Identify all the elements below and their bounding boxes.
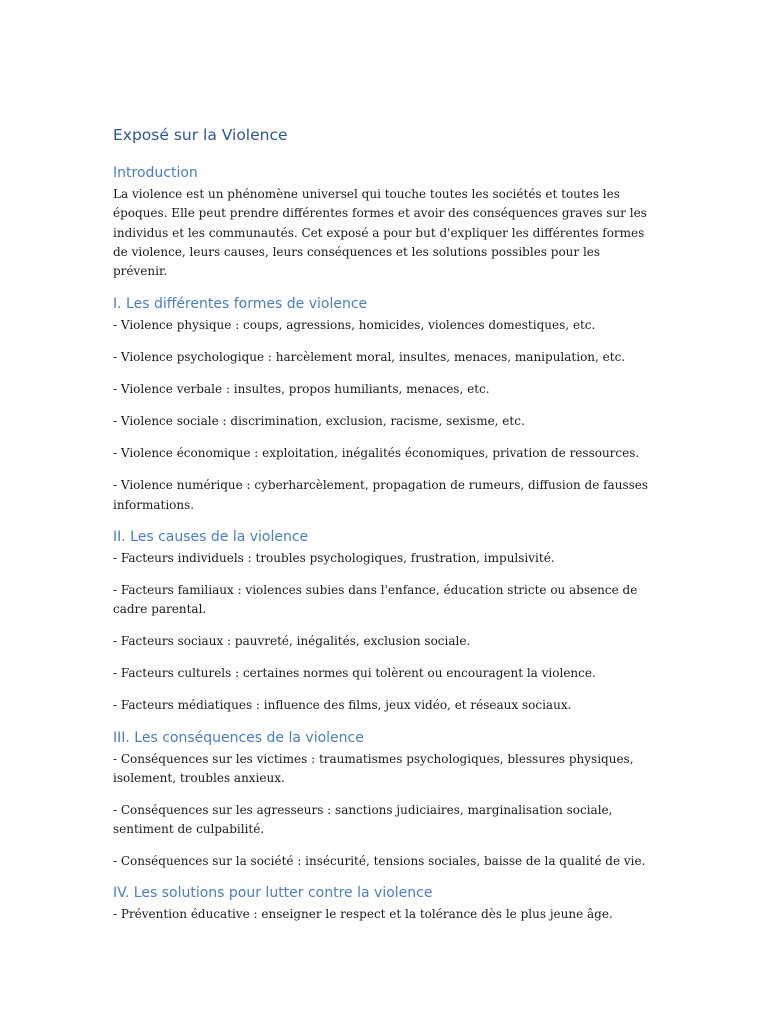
introduction-heading: Introduction xyxy=(113,165,198,181)
section-heading: III. Les conséquences de la violence xyxy=(113,729,364,746)
list-item: - Conséquences sur les agresseurs : sanctions judiciaires, marginalisation sociale, sentiment de culpabilité. xyxy=(113,802,613,837)
section-solutions xyxy=(113,883,658,924)
list-item: - Facteurs individuels : troubles psychologiques, frustration, impulsivité. xyxy=(113,551,555,565)
list-item: - Facteurs médiatiques : influence des films, jeux vidéo, et réseaux sociaux. xyxy=(113,698,572,713)
list-item: - Facteurs familiaux : violences subies dans l'enfance, éducation stricte ou absence de cadre parental. xyxy=(113,582,638,617)
list-item: - Facteurs sociaux : pauvreté, inégalités, exclusion sociale. xyxy=(113,634,471,649)
document-page xyxy=(113,124,658,937)
list-item: - Violence psychologique : harcèlement moral, insultes, menaces, manipulation, etc. xyxy=(113,350,626,365)
list-item: - Violence numérique : cyberharcèlement, propagation de rumeurs, diffusion de fausses informations. xyxy=(113,478,649,512)
list-item: - Conséquences sur les victimes : traumatismes psychologiques, blessures physiques, isolement, troubles anxieux. xyxy=(113,751,634,785)
list-item: - Facteurs culturels : certaines normes qui tolèrent ou encouragent la violence. xyxy=(113,666,596,681)
list-item: - Violence physique : coups, agressions, homicides, violences domestiques, etc. xyxy=(113,318,596,333)
section-forms xyxy=(113,294,658,515)
list-item: - Violence sociale : discrimination, exclusion, racisme, sexisme, etc. xyxy=(113,414,525,429)
document-title: Exposé sur la Violence xyxy=(113,126,288,144)
list-item: - Violence verbale : insultes, propos humiliants, menaces, etc. xyxy=(113,382,490,397)
section-consequences xyxy=(113,728,658,872)
section-heading: IV. Les solutions pour lutter contre la violence xyxy=(113,885,433,902)
list-item: - Conséquences sur la société : insécurité, tensions sociales, baisse de la qualité de vie. xyxy=(113,854,646,869)
section-heading: II. Les causes de la violence xyxy=(113,529,309,545)
introduction-paragraph: La violence est un phénomène universel qui touche toutes les sociétés et toutes les époques. Elle peut prendre différentes formes et avoir des conséquences graves sur les individus et les communautés. Cet exposé a pour but d'expliquer les différentes formes de violence, leurs causes, leurs conséquences et les solutions possibles pour les prévenir. xyxy=(113,187,647,279)
section-heading: I. Les différentes formes de violence xyxy=(113,296,368,313)
list-item: - Violence économique : exploitation, inégalités économiques, privation de ressources. xyxy=(113,446,640,461)
introduction-section xyxy=(113,163,658,281)
section-causes xyxy=(113,527,658,716)
list-item: - Prévention éducative : enseigner le respect et la tolérance dès le plus jeune âge. xyxy=(113,907,613,922)
